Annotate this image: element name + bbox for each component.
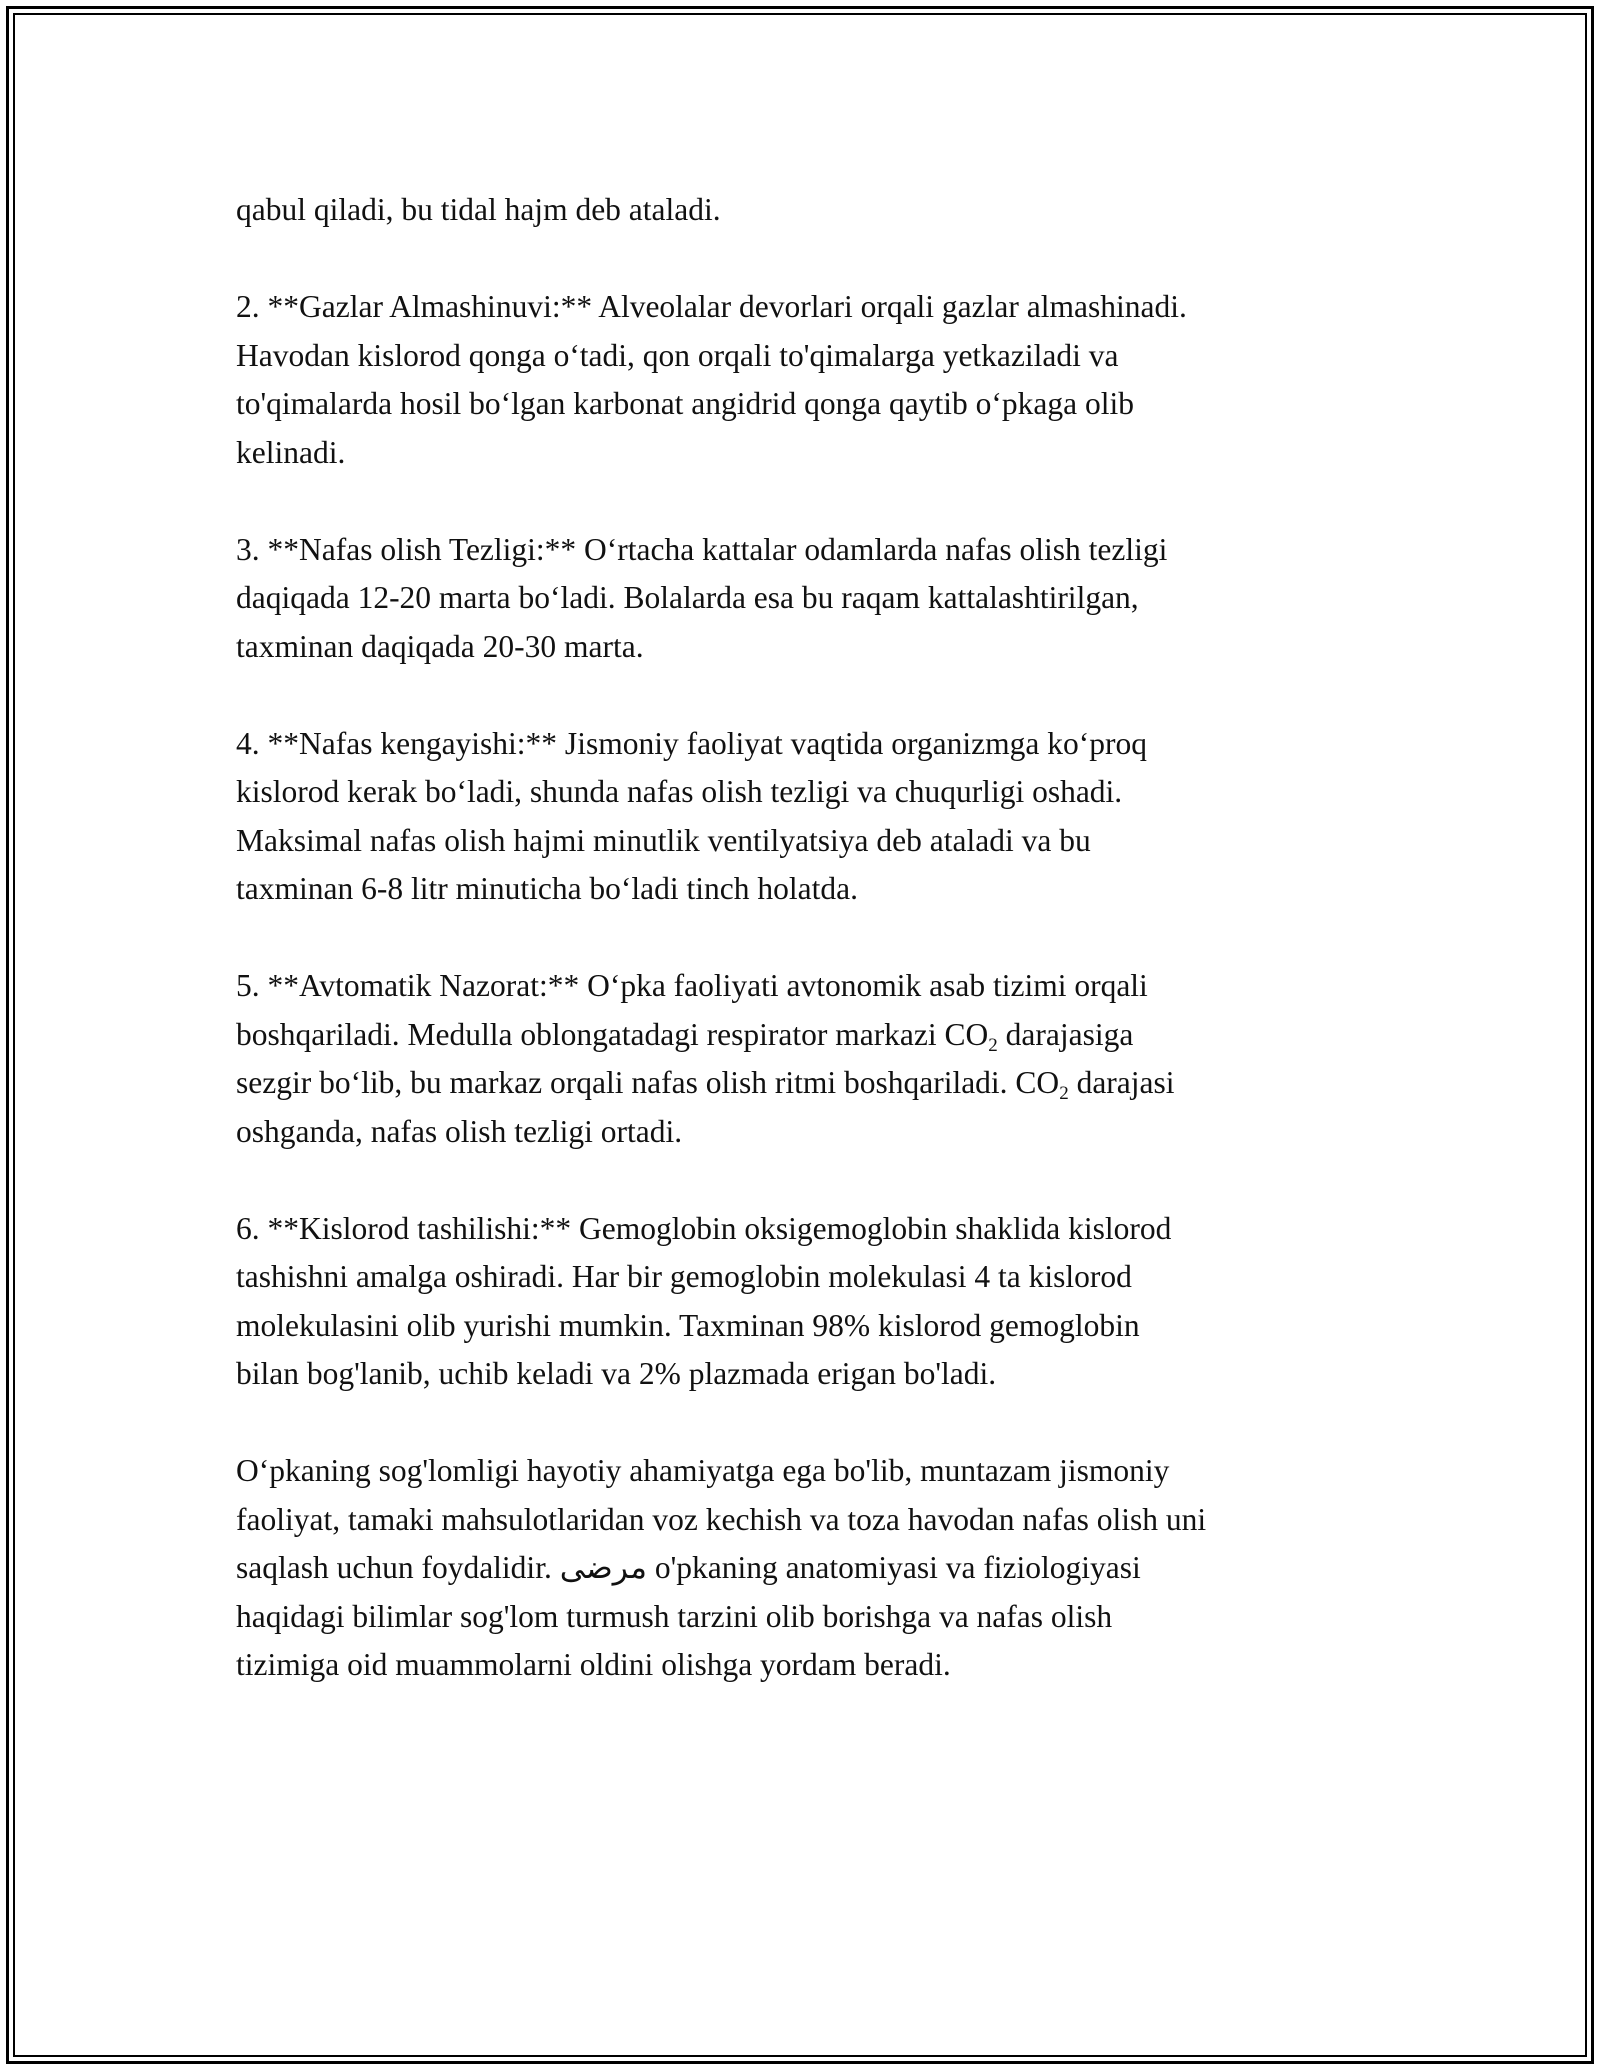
text-segment: bilan bog'lanib, uchib keladi va 2% plazmada erigan bo'ladi. <box>236 1356 997 1391</box>
text-line <box>236 1059 1386 1108</box>
text-line <box>236 1496 1386 1545</box>
text-line <box>236 574 1386 623</box>
text-line <box>236 1253 1386 1302</box>
text-segment: 4. **Nafas kengayishi:** Jismoniy faoliyat vaqtida organizmga ko‘proq <box>236 725 1147 761</box>
text-line <box>236 1350 1386 1399</box>
paragraph <box>236 962 1386 1156</box>
subscript: 2 <box>1059 1083 1069 1104</box>
text-line <box>236 380 1386 429</box>
paragraph <box>236 720 1386 914</box>
text-segment: darajasi <box>1068 1065 1175 1100</box>
text-segment: darajasiga <box>997 1016 1134 1052</box>
text-line <box>236 1447 1386 1496</box>
text-line <box>236 1108 1386 1157</box>
text-segment: molekulasini olib yurishi mumkin. Taxminan 98% kislorod gemoglobin <box>236 1307 1140 1343</box>
text-segment: qabul qiladi, bu tidal hajm deb ataladi. <box>236 192 721 227</box>
text-line <box>236 429 1386 478</box>
text-segment: haqidagi bilimlar sog'lom turmush tarzini olib borishga va nafas olish <box>236 1598 1113 1634</box>
text-line <box>236 526 1386 575</box>
text-line <box>236 1641 1386 1690</box>
text-segment: to'qimalarda hosil bo‘lgan karbonat angidrid qonga qaytib o‘pkaga olib <box>236 386 1134 421</box>
text-segment: saqlash uchun foydalidir. مرضى o'pkaning anatomiyasi va fiziologiyasi <box>236 1550 1141 1585</box>
paragraph <box>236 283 1386 477</box>
text-segment: kislorod kerak bo‘ladi, shunda nafas olish tezligi va chuqurligi oshadi. <box>236 774 1123 809</box>
text-line <box>236 332 1386 381</box>
text-line <box>236 186 1386 235</box>
text-segment: daqiqada 12-20 marta bo‘ladi. Bolalarda esa bu raqam kattalashtirilgan, <box>236 580 1139 615</box>
subscript: 2 <box>988 1034 998 1056</box>
text-segment: taxminan 6-8 litr minuticha bo‘ladi tinch holatda. <box>236 871 858 906</box>
text-line <box>236 1302 1386 1351</box>
text-segment: oshganda, nafas olish tezligi ortadi. <box>236 1113 683 1149</box>
text-segment: O‘pkaning sog'lomligi hayotiy ahamiyatga ega bo'lib, muntazam jismoniy <box>236 1453 1170 1488</box>
text-line <box>236 283 1386 332</box>
text-segment: kelinadi. <box>236 434 346 470</box>
text-segment: faoliyat, tamaki mahsulotlaridan voz kechish va toza havodan nafas olish uni <box>236 1501 1207 1537</box>
text-line <box>236 962 1386 1011</box>
text-line <box>236 1205 1386 1254</box>
text-line <box>236 768 1386 817</box>
text-line <box>236 623 1386 672</box>
text-segment: Maksimal nafas olish hajmi minutlik ventilyatsiya deb ataladi va bu <box>236 822 1091 858</box>
text-line <box>236 1011 1386 1060</box>
text-segment: taxminan daqiqada 20-30 marta. <box>236 628 644 664</box>
text-line <box>236 1593 1386 1642</box>
text-segment: Havodan kislorod qonga o‘tadi, qon orqali to'qimalarga yetkaziladi va <box>236 337 1119 373</box>
text-segment: tashishni amalga oshiradi. Har bir gemoglobin molekulasi 4 ta kislorod <box>236 1259 1132 1294</box>
paragraph <box>236 526 1386 672</box>
text-segment: 3. **Nafas olish Tezligi:** O‘rtacha kattalar odamlarda nafas olish tezligi <box>236 531 1168 567</box>
document-body <box>236 186 1386 1738</box>
text-segment: 6. **Kislorod tashilishi:** Gemoglobin oksigemoglobin shaklida kislorod <box>236 1210 1172 1246</box>
paragraph <box>236 186 1386 235</box>
text-line <box>236 817 1386 866</box>
text-segment: sezgir bo‘lib, bu markaz orqali nafas olish ritmi boshqariladi. CO <box>236 1065 1060 1100</box>
text-segment: 2. **Gazlar Almashinuvi:** Alveolalar devorlari orqali gazlar almashinadi. <box>236 289 1187 324</box>
text-line <box>236 865 1386 914</box>
text-segment: tizimiga oid muammolarni oldini olishga yordam beradi. <box>236 1647 951 1682</box>
text-segment: boshqariladi. Medulla oblongatadagi respirator markazi CO <box>236 1016 989 1052</box>
paragraph <box>236 1447 1386 1690</box>
text-line <box>236 1544 1386 1593</box>
text-line <box>236 720 1386 769</box>
text-segment: 5. **Avtomatik Nazorat:** O‘pka faoliyati avtonomik asab tizimi orqali <box>236 968 1148 1003</box>
paragraph <box>236 1205 1386 1399</box>
